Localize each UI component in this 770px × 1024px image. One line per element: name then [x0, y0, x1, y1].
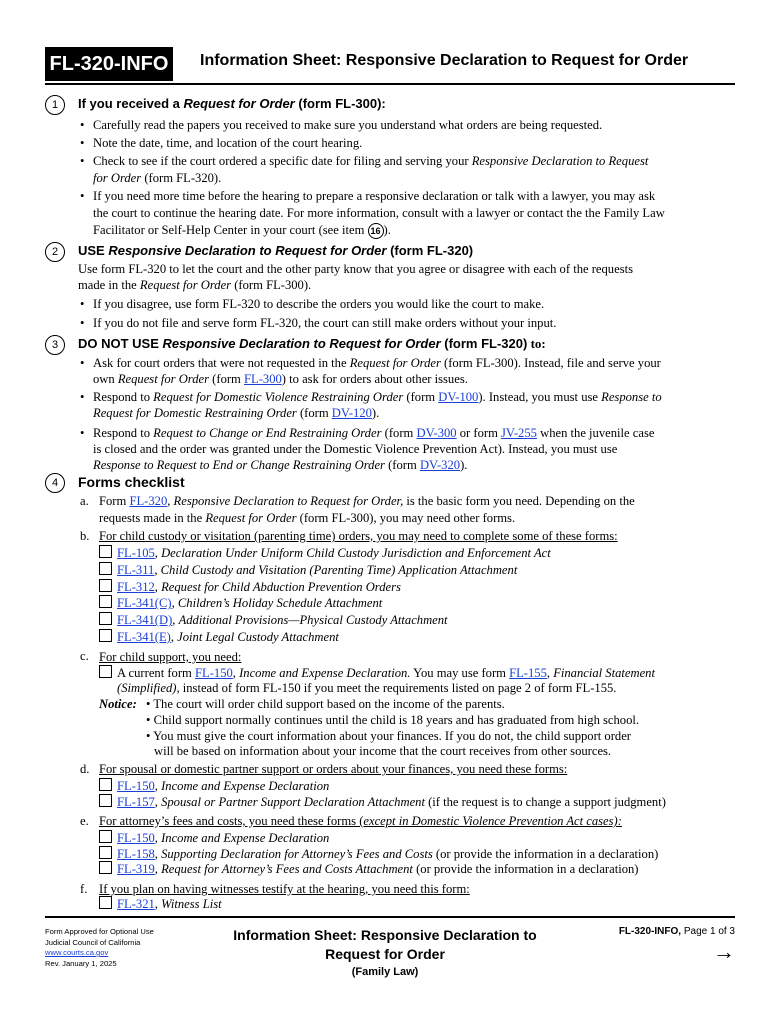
form-link[interactable]: FL-341(E): [117, 630, 171, 644]
checklist-item: FL-341(C), Children’s Holiday Schedule Attachment: [99, 595, 382, 611]
checkbox[interactable]: [99, 595, 112, 608]
list-item-continued: the court to continue the hearing date. For more information, consult with a lawyer or contact the the Family Law: [93, 206, 665, 220]
section-number: 2: [45, 242, 65, 262]
form-link[interactable]: FL-341(D): [117, 613, 173, 628]
form-link-fl155[interactable]: FL-155: [509, 666, 547, 680]
item-label: f.: [80, 882, 88, 896]
form-id-badge: FL-320-INFO: [45, 47, 173, 81]
list-item: • Note the date, time, and location of the court hearing.: [93, 135, 362, 151]
checklist-item: FL-105, Declaration Under Uniform Child Custody Jurisdiction and Enforcement Act: [99, 545, 551, 561]
checklist-item: FL-312, Request for Child Abduction Prevention Orders: [99, 579, 401, 595]
item-c-heading: For child support, you need:: [99, 650, 242, 664]
form-name: Request for Attorney’s Fees and Costs Attachment: [161, 862, 413, 876]
form-note: (or provide the information in a declaration): [412, 862, 639, 876]
form-link-dv120[interactable]: DV-120: [331, 406, 372, 420]
list-item-continued: Facilitator or Self-Help Center in your court (see item 16 ).: [93, 223, 391, 237]
form-link[interactable]: FL-105: [117, 546, 155, 560]
courts-website-link[interactable]: www.courts.ca.gov: [45, 948, 109, 957]
list-item: • If you disagree, use form FL-320 to describe the orders you would like the court to make.: [93, 296, 544, 312]
list-item-continued: for Order (form FL-320).: [93, 171, 222, 185]
form-name: Joint Legal Custody Attachment: [177, 630, 339, 644]
list-item: • Respond to Request to Change or End Restraining Order (form DV-300 or form JV-255 when the juvenile case: [93, 425, 654, 441]
checkbox[interactable]: [99, 896, 112, 909]
form-name: Supporting Declaration for Attorney’s Fees and Costs: [161, 846, 433, 861]
checkbox[interactable]: [99, 846, 112, 859]
notice-item: • You must give the court information about your finances. If you do not, the child support order: [146, 729, 631, 743]
checkbox[interactable]: [99, 665, 112, 678]
list-item: • Carefully read the papers you received to make sure you understand what orders are being requested.: [93, 117, 602, 133]
item-label: e.: [80, 814, 89, 828]
checklist-item: FL-150, Income and Expense Declaration: [99, 778, 329, 794]
footer-page-info: FL-320-INFO, Page 1 of 3 →: [560, 926, 735, 965]
form-link-dv100[interactable]: DV-100: [438, 390, 479, 404]
notice-label: Notice:: [99, 697, 137, 711]
footer-divider: [45, 916, 735, 918]
list-item: • Respond to Request for Domestic Violence Restraining Order (form DV-100). Instead, you must use Response to: [93, 389, 662, 405]
form-link-dv320[interactable]: DV-320: [419, 458, 461, 472]
list-item-continued: is closed and the order was granted under the Domestic Violence Prevention Act). Instead, you must use: [93, 442, 618, 456]
item-e-heading: For attorney’s fees and costs, you need these forms (except in Domestic Violence Prevention Act cases):: [99, 814, 622, 828]
form-header: [45, 47, 735, 82]
item-a-text: requests made in the Request for Order (form FL-300), you may need other forms.: [99, 511, 516, 525]
item-label: d.: [80, 762, 90, 776]
list-item-continued: own Request for Order (form FL-300) to ask for orders about other issues.: [93, 372, 468, 386]
section-number: 4: [45, 473, 65, 493]
checklist-item: FL-311, Child Custody and Visitation (Parenting Time) Application Attachment: [99, 562, 517, 578]
checkbox[interactable]: [99, 794, 112, 807]
footer-title: Information Sheet: Responsive Declaration to Request for Order (Family Law): [233, 927, 537, 978]
checklist-item: FL-321, Witness List: [99, 896, 222, 912]
form-note: (if the request is to change a support judgment): [424, 795, 666, 809]
form-link[interactable]: FL-312: [117, 579, 155, 594]
list-item: • Check to see if the court ordered a specific date for filing and serving your Responsive Declaration to Request: [93, 153, 648, 169]
checkbox[interactable]: [99, 579, 112, 592]
form-link[interactable]: FL-341(C): [117, 596, 172, 611]
form-link-jv255[interactable]: JV-255: [501, 426, 537, 440]
checklist-item: FL-157, Spousal or Partner Support Declaration Attachment (if the request is to change a support judgment): [99, 794, 666, 810]
section-title: DO NOT USE Responsive Declaration to Request for Order (form FL-320) to:: [78, 336, 546, 351]
form-name: Child Custody and Visitation (Parenting Time) Application Attachment: [160, 562, 518, 577]
checkbox[interactable]: [99, 545, 112, 558]
notice-item: • Child support normally continues until the child is 18 years and has graduated from high school.: [146, 713, 640, 727]
section-number: 3: [45, 335, 65, 355]
section-title: If you received a Request for Order (form FL-300):: [78, 96, 386, 111]
item-reference-badge: 16: [368, 223, 384, 239]
checklist-item: A current form FL-150, Income and Expense Declaration. You may use form FL-155, Financial Statement: [99, 665, 655, 681]
paragraph: Use form FL-320 to let the court and the other party know that you agree or disagree with each of the requests: [78, 262, 633, 276]
checklist-item: FL-341(D), Additional Provisions—Physical Custody Attachment: [99, 612, 448, 628]
item-b-heading: For child custody or visitation (parenting time) orders, you may need to complete some of these forms:: [99, 529, 618, 543]
list-item: • Ask for court orders that were not requested in the Request for Order (form FL-300). Instead, file and serve your: [93, 355, 661, 371]
item-d-heading: For spousal or domestic partner support or orders about your finances, you need these forms:: [99, 762, 568, 776]
form-name: Income and Expense Declaration: [161, 831, 330, 845]
form-link[interactable]: FL-150: [117, 831, 155, 845]
section-title: Forms checklist: [78, 474, 185, 490]
form-name: Children’s Holiday Schedule Attachment: [177, 596, 383, 611]
form-link[interactable]: FL-150: [117, 779, 155, 793]
checkbox[interactable]: [99, 629, 112, 642]
next-page-arrow-icon[interactable]: →: [713, 939, 735, 964]
checkbox[interactable]: [99, 778, 112, 791]
form-link-fl320[interactable]: FL-320: [129, 494, 168, 508]
form-link-fl300[interactable]: FL-300: [244, 372, 282, 386]
form-name: Witness List: [161, 897, 222, 911]
form-name: Request for Child Abduction Prevention Orders: [161, 579, 401, 594]
section-title: USE Responsive Declaration to Request for Order (form FL-320): [78, 243, 474, 258]
item-f-heading: If you plan on having witnesses testify at the hearing, you need this form:: [99, 882, 470, 896]
page-title: Information Sheet: Responsive Declaration to Request for Order: [200, 52, 689, 69]
checkbox[interactable]: [99, 612, 112, 625]
form-link[interactable]: FL-321: [117, 897, 155, 911]
notice-item: • The court will order child support based on the income of the parents.: [146, 697, 505, 711]
form-link[interactable]: FL-158: [117, 846, 155, 861]
form-link[interactable]: FL-311: [117, 562, 155, 577]
list-item-continued: Response to Request to End or Change Restraining Order (form DV-320).: [93, 458, 468, 472]
item-label: a.: [80, 494, 89, 508]
form-name: Declaration Under Uniform Child Custody Jurisdiction and Enforcement Act: [161, 546, 551, 560]
paragraph: made in the Request for Order (form FL-300).: [78, 278, 312, 292]
form-link[interactable]: FL-157: [117, 795, 155, 809]
header-divider: [45, 83, 735, 85]
list-item: • If you do not file and serve form FL-320, the court can still make orders without your input.: [93, 315, 556, 331]
form-link[interactable]: FL-319: [117, 862, 155, 876]
item-label: c.: [80, 649, 89, 663]
form-name: Spousal or Partner Support Declaration Attachment: [161, 795, 425, 809]
form-link-fl150[interactable]: FL-150: [195, 666, 233, 680]
section-number: 1: [45, 95, 65, 115]
form-link-dv300[interactable]: DV-300: [416, 426, 457, 440]
checklist-item: FL-319, Request for Attorney’s Fees and Costs Attachment (or provide the information in a declaration): [99, 861, 639, 877]
form-note: (or provide the information in a declaration): [432, 846, 659, 861]
checklist-item: FL-341(E), Joint Legal Custody Attachment: [99, 629, 339, 645]
item-a-text: Form FL-320, Responsive Declaration to Request for Order, is the basic form you need. Depending on the: [99, 494, 635, 508]
form-name: Additional Provisions—Physical Custody Attachment: [178, 613, 448, 628]
checklist-item: FL-158, Supporting Declaration for Attorney’s Fees and Costs (or provide the information in a declaration): [99, 846, 658, 862]
list-item-continued: Request for Domestic Restraining Order (form DV-120).: [93, 406, 380, 420]
checkbox[interactable]: [99, 562, 112, 575]
checklist-item-continued: (Simplified), instead of form FL-150 if you meet the requirements listed on page 2 of form FL-155.: [117, 681, 617, 695]
item-label: b.: [80, 529, 90, 543]
list-item: • If you need more time before the hearing to prepare a responsive declaration or talk with a lawyer, you may ask: [93, 188, 655, 204]
footer-left: Form Approved for Optional Use Judicial Council of California www.courts.ca.gov Rev. January 1, 2025: [45, 927, 154, 968]
form-name: Income and Expense Declaration: [161, 779, 330, 793]
checkbox[interactable]: [99, 830, 112, 843]
checklist-item: FL-150, Income and Expense Declaration: [99, 830, 329, 846]
notice-item-continued: will be based on information about your income that the court receives from other sources.: [154, 744, 612, 758]
checkbox[interactable]: [99, 861, 112, 874]
